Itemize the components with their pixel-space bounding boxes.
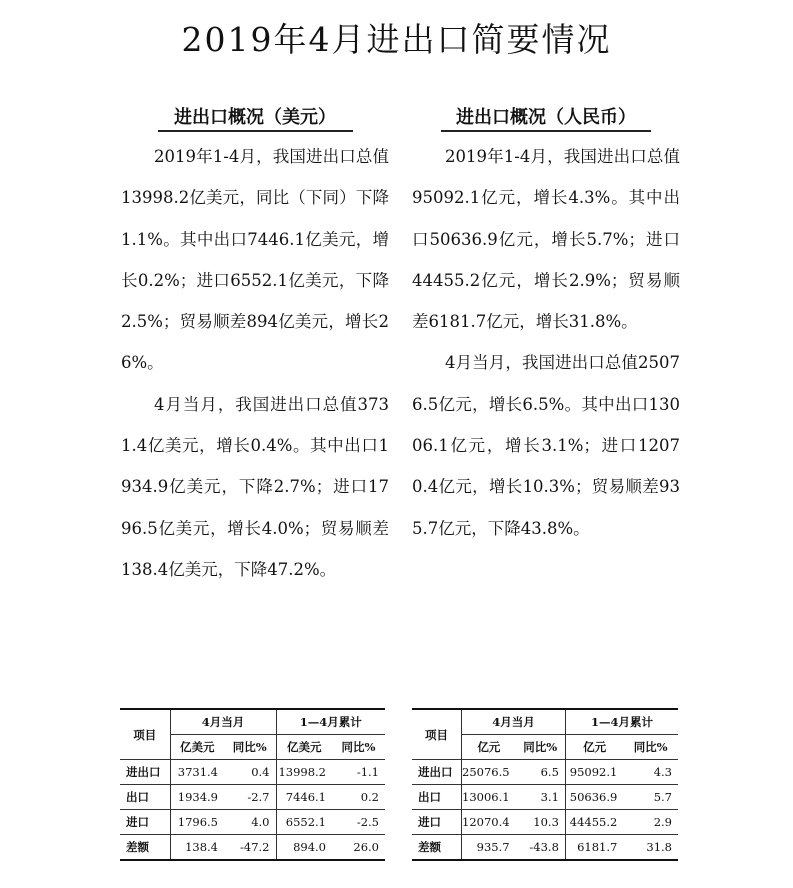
month-yoy: 0.4	[224, 760, 276, 785]
table-row	[120, 785, 385, 810]
month-value: 3731.4	[170, 760, 224, 785]
table-row	[120, 810, 385, 835]
month-value: 13006.1	[462, 785, 516, 810]
usd-section-heading: 进出口概况（美元）	[158, 103, 353, 132]
ytd-yoy: 2.9	[623, 810, 678, 835]
ytd-yoy: -1.1	[332, 760, 385, 785]
ytd-value: 13998.2	[276, 760, 332, 785]
usd-ytd-paragraph: 2019年1-4月，我国进出口总值13998.2亿美元，同比（下同）下降1.1%。其中出口7446.1亿美元，增长0.2%；进口6552.1亿美元，下降2.5%；贸易顺差894亿美元，增长26%。	[121, 147, 389, 373]
ytd-yoy: -2.5	[332, 810, 385, 835]
table-row	[412, 835, 678, 861]
month-group-header: 4月当月	[462, 709, 566, 735]
ytd-yoy: 0.2	[332, 785, 385, 810]
row-label: 进口	[412, 810, 462, 835]
table-row	[412, 785, 678, 810]
row-label: 出口	[120, 785, 170, 810]
month-yoy: -2.7	[224, 785, 276, 810]
table-row	[412, 760, 678, 785]
cny-ytd-paragraph: 2019年1-4月，我国进出口总值95092.1亿元，增长4.3%。其中出口50636.9亿元，增长5.7%；进口44455.2亿元，增长2.9%；贸易顺差6181.7亿元，增长31.8%。	[412, 147, 680, 332]
ytd-yoy: 5.7	[623, 785, 678, 810]
ytd-value: 6181.7	[565, 835, 623, 861]
month-value: 1796.5	[170, 810, 224, 835]
ytd-value: 7446.1	[276, 785, 332, 810]
page-title: 2019年4月进出口简要情况	[181, 20, 612, 59]
yoy-header: 同比%	[516, 735, 566, 760]
ytd-value: 95092.1	[565, 760, 623, 785]
usd-data-table	[120, 708, 385, 861]
unit-header: 亿元	[565, 735, 623, 760]
row-label: 进出口	[120, 760, 170, 785]
ytd-value: 894.0	[276, 835, 332, 861]
ytd-value: 50636.9	[565, 785, 623, 810]
row-label: 进出口	[412, 760, 462, 785]
ytd-yoy: 31.8	[623, 835, 678, 861]
month-yoy: 4.0	[224, 810, 276, 835]
month-yoy: 3.1	[516, 785, 566, 810]
unit-header: 亿美元	[170, 735, 224, 760]
ytd-value: 6552.1	[276, 810, 332, 835]
ytd-group-header: 1—4月累计	[565, 709, 678, 735]
table-row	[120, 760, 385, 785]
month-yoy: 6.5	[516, 760, 566, 785]
item-header: 项目	[120, 709, 170, 760]
unit-header: 亿元	[462, 735, 516, 760]
month-yoy: -43.8	[516, 835, 566, 861]
cny-overview-section	[412, 103, 680, 549]
item-header: 项目	[412, 709, 462, 760]
ytd-group-header: 1—4月累计	[276, 709, 385, 735]
table-row	[412, 810, 678, 835]
yoy-header: 同比%	[224, 735, 276, 760]
row-label: 差额	[120, 835, 170, 861]
month-value: 25076.5	[462, 760, 516, 785]
ytd-value: 44455.2	[565, 810, 623, 835]
ytd-yoy: 4.3	[623, 760, 678, 785]
month-group-header: 4月当月	[170, 709, 276, 735]
table-row	[120, 835, 385, 861]
month-value: 935.7	[462, 835, 516, 861]
usd-overview-section	[121, 103, 389, 590]
unit-header: 亿美元	[276, 735, 332, 760]
yoy-header: 同比%	[623, 735, 678, 760]
month-value: 12070.4	[462, 810, 516, 835]
cny-month-paragraph: 4月当月，我国进出口总值25076.5亿元，增长6.5%。其中出口13006.1亿元，增长3.1%；进口12070.4亿元，增长10.3%；贸易顺差935.7亿元，下降43.8%。	[412, 353, 680, 538]
usd-month-paragraph: 4月当月，我国进出口总值3731.4亿美元，增长0.4%。其中出口1934.9亿美元，下降2.7%；进口1796.5亿美元，增长4.0%；贸易顺差138.4亿美元，下降47.2%。	[121, 394, 389, 579]
month-value: 138.4	[170, 835, 224, 861]
yoy-header: 同比%	[332, 735, 385, 760]
month-value: 1934.9	[170, 785, 224, 810]
row-label: 出口	[412, 785, 462, 810]
cny-data-table	[412, 708, 678, 861]
cny-section-heading: 进出口概况（人民币）	[441, 103, 651, 132]
row-label: 差额	[412, 835, 462, 861]
month-yoy: 10.3	[516, 810, 566, 835]
month-yoy: -47.2	[224, 835, 276, 861]
ytd-yoy: 26.0	[332, 835, 385, 861]
row-label: 进口	[120, 810, 170, 835]
